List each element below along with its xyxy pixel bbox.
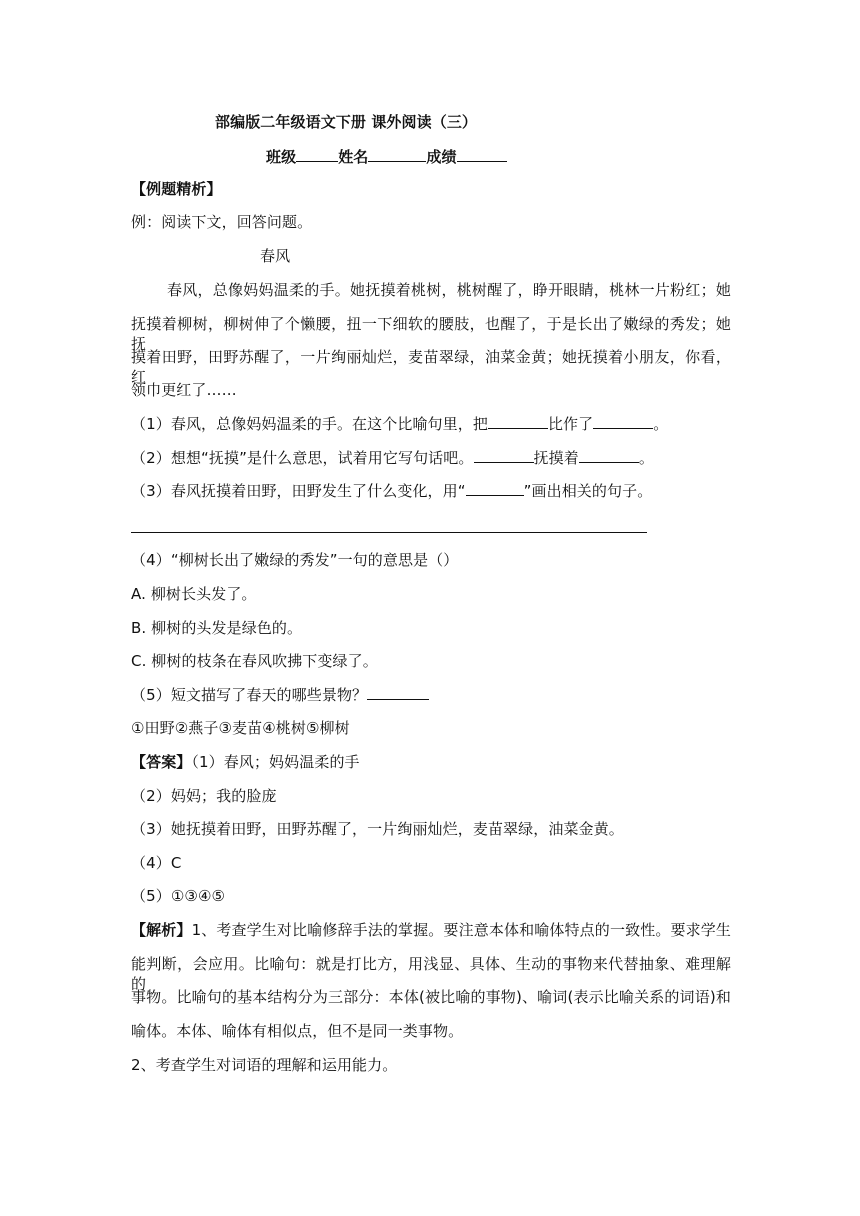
- question-5: （5）短文描写了春天的哪些景物？: [131, 685, 429, 705]
- analysis-label: 【解析】: [131, 921, 192, 939]
- option-b: B. 柳树的头发是绿色的。: [131, 619, 303, 637]
- answer-5: （5）①③④⑤: [131, 887, 226, 905]
- option-c: C. 柳树的枝条在春风吹拂下变绿了。: [131, 652, 378, 670]
- answer-label: 【答案】: [131, 753, 192, 771]
- analysis-point-2: 2、考查学生对词语的理解和运用能力。: [131, 1056, 398, 1074]
- passage-line-1: 春风，总像妈妈温柔的手。她抚摸着桃树，桃树醒了，睁开眼睛，桃林一片粉红；她: [167, 281, 731, 299]
- question-3: （3）春风抚摸着田野，田野发生了什么变化，用“ ”画出相关的句子。: [131, 482, 653, 500]
- answer-1: 【答案】（1）春风；妈妈温柔的手: [131, 753, 360, 771]
- answer-blank[interactable]: [474, 448, 534, 463]
- worksheet-title: 部编版二年级语文下册 课外阅读（三）: [215, 113, 478, 131]
- analysis-line-2: 能判断，会应用。比喻句：就是打比方，用浅显、具体、生动的事物来代替抽象、难理解的: [131, 955, 731, 993]
- class-label: 班级: [266, 148, 297, 166]
- question-2: （2）想想“抚摸”是什么意思，试着用它写句话吧。 抚摸着 。: [131, 449, 654, 467]
- passage-line-2: 抚摸着柳树，柳树伸了个懒腰，扭一下细软的腰肢，也醒了，于是长出了嫩绿的秀发；她抚: [131, 315, 731, 353]
- question-4: （4）“柳树长出了嫩绿的秀发”一句的意思是（）: [131, 551, 459, 569]
- option-a: A. 柳树长头发了。: [131, 585, 257, 603]
- analysis-line-3: 事物。比喻句的基本结构分为三部分：本体(被比喻的事物)、喻词(表示比喻关系的词语)和: [131, 988, 731, 1006]
- question-5-options: ①田野②燕子③麦苗④桃树⑤柳树: [131, 719, 350, 737]
- analysis-line-4: 喻体。本体、喻体有相似点，但不是同一类事物。: [131, 1022, 464, 1040]
- answer-blank[interactable]: [367, 685, 429, 700]
- answer-2: （2）妈妈；我的脸庞: [131, 787, 277, 805]
- class-blank[interactable]: [296, 147, 338, 162]
- answer-blank[interactable]: [488, 414, 548, 429]
- student-info-line: [266, 147, 507, 167]
- intro-text: 例：阅读下文，回答问题。: [131, 213, 313, 231]
- score-label: 成绩: [426, 148, 457, 166]
- score-blank[interactable]: [457, 147, 507, 162]
- answer-blank[interactable]: [579, 448, 639, 463]
- analysis-line-1: 【解析】1、考查学生对比喻修辞手法的掌握。要注意本体和喻体特点的一致性。要求学生: [131, 921, 731, 939]
- answer-3: （3）她抚摸着田野，田野苏醒了，一片绚丽灿烂，麦苗翠绿，油菜金黄。: [131, 820, 624, 838]
- name-blank[interactable]: [368, 147, 426, 162]
- section-heading: 【例题精析】: [131, 180, 222, 198]
- answer-line[interactable]: [131, 532, 647, 533]
- answer-blank[interactable]: [593, 414, 653, 429]
- question-1: （1）春风，总像妈妈温柔的手。在这个比喻句里，把 比作了 。: [131, 415, 669, 433]
- answer-blank[interactable]: [466, 481, 524, 496]
- name-label: 姓名: [338, 148, 369, 166]
- passage-line-4: 领巾更红了……: [131, 381, 237, 399]
- passage-line-3: 摸着田野，田野苏醒了，一片绚丽灿烂，麦苗翠绿，油菜金黄；她抚摸着小朋友，你看，红: [131, 348, 731, 386]
- answer-4: （4）C: [131, 854, 182, 872]
- passage-title: 春风: [260, 247, 291, 265]
